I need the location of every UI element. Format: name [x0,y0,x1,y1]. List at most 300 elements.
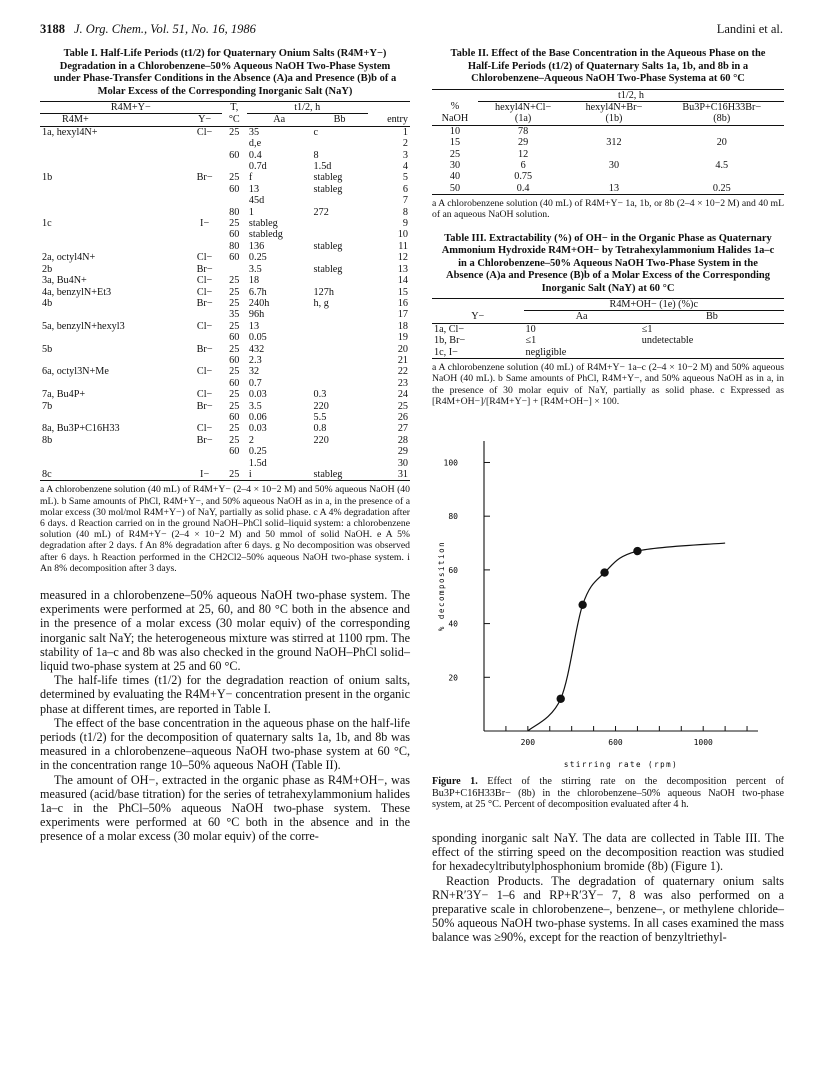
table-cell-anion [188,161,222,172]
table-cell-anion: Cl− [196,389,213,401]
table-cell-entry: 16 [397,297,408,309]
table3-header-group: R4M+OH− (1e) (%)c [524,299,784,311]
journal-citation: J. Org. Chem., Vol. 51, No. 16, 1986 [74,22,256,36]
table-cell-b: 220 [313,400,329,412]
table-row [432,149,784,160]
table-cell-anion [188,184,222,195]
table-row [40,207,410,218]
table-cell-a: 0.06 [248,411,267,423]
figure1-caption [432,776,784,811]
table-cell-temp: 60 [229,446,240,458]
table-cell-temp: 25 [229,400,240,412]
table-row [40,321,410,332]
table-cell-naoh: 15 [449,137,461,149]
table-cell-a: 3.5 [248,400,262,412]
table-cell-a: 96h [248,309,265,321]
table2-header-col2b: (1b) [605,113,623,125]
table-cell-salt [40,241,188,252]
table-cell-temp: 25 [229,275,240,287]
table-cell-temp [222,138,247,149]
table-cell-salt [40,412,188,423]
table-row [40,332,410,343]
table-cell-b: ≤1 [641,323,653,335]
table-cell-entry: 1 [402,126,408,138]
table-cell-anion [188,412,222,423]
table-cell-salt: 4b [42,297,53,309]
table-cell-anion: Br− [196,263,213,275]
table-cell-salt [40,207,188,218]
table-cell-a: 136 [248,240,265,252]
table-cell-anion: Br− [196,343,213,355]
table-cell-a: 3.5 [248,263,262,275]
table-cell-anion: Br− [196,400,213,412]
table-cell-temp: 60 [229,149,240,161]
table-cell-a: 13 [248,320,260,332]
table-cell-8b: 20 [716,137,727,149]
table-cell-b: 127h [313,286,334,298]
table3-footnote: a A chlorobenzene solution (40 mL) of R4M+Y− 1a–c (2–4 × 10−2 M) and 50% aqueous NaOH (40 mL). b Same amounts of PhCl, R4M+Y−, and 50% aqueous NaOH as in a, in the presence of 30 molar equiv of NaY, partially as solid phase. c Expressed as [R4M+OH−]/[R4M+Y−] + [R4M+OH−] × 100. [432,362,784,407]
running-authors: Landini et al. [716,22,783,36]
table-cell-entry: 28 [397,434,408,446]
table-cell-a: 0.4 [248,149,262,161]
y-tick-label: 40 [448,619,458,629]
table-cell-b: stableg [313,240,343,252]
table-row [40,252,410,263]
table-row [40,138,410,149]
table-cell-entry: 4 [402,161,408,173]
body-paragraph: The amount of OH−, extracted in the organic phase as R4M+OH−, was measured (acid/base titration) for the series of tetrahexylammonium halides 1a–c in the PhCl–50% aqueous NaOH two-phase system. These experiments were performed at 60 °C both in the absence and in the presence of a molar excess (30 molar equiv) of the corre- [40,772,410,844]
table-cell-naoh: 10 [449,125,461,137]
y-tick-label: 20 [448,673,458,683]
table-cell-salt: 7b [42,400,53,412]
table-cell-entry: 18 [397,320,408,332]
table-cell-salt: 1a, hexyl4N+ [42,126,98,138]
table-cell-a: 0.03 [248,389,267,401]
table-cell-salt: 8b [42,434,53,446]
table-cell-entry: 21 [397,354,408,366]
table3-header-Y: Y− [471,310,485,322]
table-cell-anion [188,138,222,149]
table-cell-temp: 25 [229,218,240,230]
table-cell-anion [188,446,222,457]
table-cell-temp: 25 [229,297,240,309]
table-cell-naoh: 40 [449,171,461,183]
table-cell-b: 8 [313,149,319,161]
table-cell-temp: 25 [229,389,240,401]
table2 [432,89,784,196]
table-cell-anion [188,195,222,206]
table2-header-naoh: NaOH [441,113,469,125]
table-cell-salt [40,355,188,366]
table1-caption: Table I. Half-Life Periods (t1/2) for Quaternary Onium Salts (R4M+Y−) Degradation in a Chlorobenzene–50% Aqueous NaOH Two-Phase System under Phase-Transfer Conditions in the Absence (A)a and Presence (B)b of a Molar Excess of the Corresponding Inorganic Salt (NaY) [53,48,397,97]
table-cell-b: stableg [313,183,343,195]
table-row [432,347,784,359]
table-cell-naoh: 50 [449,182,461,194]
table-row [40,389,410,400]
table-cell-a: d,e [248,138,262,150]
series-curve [528,543,725,731]
table-row [40,412,410,423]
table-cell-temp [222,458,247,469]
table-cell-a: 2 [248,434,255,446]
table-cell-temp: 60 [229,252,240,264]
table-cell-salt: 1c [42,218,52,230]
table-cell-entry: 8 [402,206,408,218]
figure1-label: Figure 1. [432,775,478,787]
table-cell-salt [40,195,188,206]
y-tick-label: 60 [448,565,458,575]
table-cell-1a: 6 [520,159,526,171]
table-row [40,184,410,195]
data-point [633,547,641,555]
table-cell-a: 432 [248,343,265,355]
table2-header-col1b: (1a) [514,113,532,125]
table-cell-a: 35 [248,126,260,138]
table-cell-a: 0.05 [248,332,267,344]
table-row [40,172,410,183]
table-cell-anion [188,458,222,469]
table-cell-b [312,309,368,320]
table-cell-a: negligible [525,346,567,358]
data-point [600,568,608,576]
table1-header-group: R4M+Y− [40,102,222,114]
table-cell-b [312,332,368,343]
table-row [40,241,410,252]
table-cell-1a: 0.75 [514,171,533,183]
table-cell-a: 0.7d [248,161,267,173]
table-cell-anion: Cl− [196,366,213,378]
table-cell-1b [568,149,659,160]
table-cell-y: 1a, Cl− [434,323,465,335]
table-cell-entry: 5 [402,172,408,184]
table-cell-salt [40,229,188,240]
table-cell-anion: Br− [196,434,213,446]
table2-header-col3: Bu3P+C16H33Br− [682,101,762,113]
table-cell-entry: 19 [397,332,408,344]
table-cell-salt: 3a, Bu4N+ [42,275,87,287]
table-cell-entry: 6 [402,183,408,195]
table-cell-anion [188,378,222,389]
table-cell-entry: 31 [397,469,408,480]
table-cell-anion: I− [200,469,210,480]
table-cell-salt: 2a, octyl4N+ [42,252,96,264]
table-cell-a: 0.25 [248,252,267,264]
table-cell-temp: 60 [229,411,240,423]
table-row [40,195,410,206]
table-cell-temp [222,161,247,172]
table-cell-temp: 25 [229,423,240,435]
x-tick-label: 1000 [693,737,713,747]
table-cell-temp: 60 [229,229,240,241]
table-row [432,160,784,171]
table-cell-temp: 25 [229,366,240,378]
table-cell-anion: Cl− [196,126,213,138]
right-body-text [432,831,784,945]
table-row [40,126,410,138]
table-cell-salt [40,184,188,195]
table-cell-anion: I− [200,218,210,230]
table-cell-b: 0.8 [313,423,327,435]
table-cell-b: 1.5d [313,161,332,173]
table-cell-a: 6.7h [248,286,267,298]
table1-header-B: Bb [333,114,346,126]
table-cell-entry: 20 [397,343,408,355]
table-cell-entry: 12 [397,252,408,264]
table-cell-temp: 25 [229,469,240,480]
table-row [40,275,410,286]
table-cell-salt: 4a, benzylN+Et3 [42,286,112,298]
table-cell-anion: Cl− [196,320,213,332]
table1-header-T: T, [230,102,239,113]
body-paragraph: The half-life times (t1/2) for the degradation reaction of onium salts, determined by evaluating the R4M+Y− concentration present in the organic phase at different times, are reported in Table I. [40,673,410,716]
table-cell-a: 13 [248,183,260,195]
table-cell-8b [660,171,784,182]
table3-header-A: Aa [575,311,588,323]
table-cell-a: 0.03 [248,423,267,435]
table-row [40,161,410,172]
table-cell-salt: 5b [42,343,53,355]
table-cell-a: f [248,172,253,184]
y-tick-label: 100 [443,458,458,468]
table-row [40,435,410,446]
table-cell-salt [40,161,188,172]
table2-caption: Table II. Effect of the Base Concentration in the Aqueous Phase on the Half-Life Periods (t1/2) of Quaternary Salts 1a, 1b, and 8b in a Chlorobenzene–Aqueous NaOH Two-Phase Systema at 60 °C [450,48,766,84]
data-point [557,694,565,702]
table-row [40,264,410,275]
table-cell-entry: 27 [397,423,408,435]
table-cell-b [312,366,368,377]
table-row [432,137,784,148]
table-cell-b: undetectable [641,335,694,347]
table1-footnote: a A chlorobenzene solution (40 mL) of R4M+Y− (2–4 × 10−2 M) and 50% aqueous NaOH (40 mL). b Same amounts of PhCl, R4M+Y−, and 50% aqueous NaOH as in a, in the presence of a molar excess (30 mol/mol R4M+Y−) of NaY, partially as solid phase. c A 4% degradation after 6 days. d Reaction carried on in the ground NaOH–PhCl solid–liquid system: a chlorobenzene solution (40 mL) of R4M+Y− (2–4 × 10−2 M) and 50 mmol of solid NaOH. e A 5% degradation after 2 days. f An 8% degradation after 6 days. g No decomposition was observed after 6 days. h Reaction performed in the CH2Cl2–50% aqueous NaOH two-phase system. i An 8% decomposition after 3 days. [40,484,410,574]
table-cell-temp: 80 [229,240,240,252]
data-point [578,601,586,609]
table-cell-a: 1.5d [248,457,267,469]
table-cell-8b [660,125,784,137]
x-tick-label: 600 [608,737,623,747]
table-cell-anion [188,241,222,252]
table-cell-1a: 29 [518,137,529,149]
table-cell-salt: 5a, benzylN+hexyl3 [42,320,125,332]
table3-header-B: Bb [705,311,718,323]
y-axis-label: % decomposition [437,540,446,632]
table-cell-entry: 9 [402,218,408,230]
table1-header-Y: Y− [198,114,212,126]
table-cell-anion [188,207,222,218]
table-row [432,183,784,195]
table-row [40,446,410,457]
table-cell-entry: 23 [397,377,408,389]
table-cell-temp: 25 [229,126,240,138]
table2-header-col1: hexyl4N+Cl− [495,101,552,113]
table-cell-a: 10 [525,323,536,335]
table-cell-anion: Cl− [196,423,213,435]
table3 [432,298,784,359]
table-cell-anion [188,332,222,343]
table-cell-entry: 30 [397,457,408,469]
table-cell-salt [40,458,188,469]
table-cell-b: stableg [313,263,343,275]
figure-1 [432,421,784,776]
table-cell-temp: 60 [229,183,240,195]
table-cell-b [312,344,368,355]
table-cell-1b: 30 [608,159,620,171]
table-cell-temp: 60 [229,354,240,366]
table-cell-b [312,446,368,457]
table1-header-t12: t1/2, h [247,102,368,114]
table-row [40,458,410,469]
table2-header-col3b: (8b) [713,113,731,125]
page-number: 3188 [40,22,65,36]
table1-header-entry: entry [387,113,408,125]
table-row [40,469,410,481]
figure1-caption-text: Effect of the stirring rate on the decomposition percent of Bu3P+C16H33Br− (8b) in the chlorobenzene–50% aqueous NaOH two-phase system, at 25 °C. Percent of decomposition evaluated after 4 h. [432,775,784,811]
table-cell-entry: 15 [397,286,408,298]
table-cell-entry: 7 [402,195,408,207]
table-cell-anion: Cl− [196,275,213,287]
table-cell-naoh: 30 [449,159,461,171]
table-cell-temp: 25 [229,434,240,446]
table-cell-temp: 80 [229,206,240,218]
y-tick-label: 80 [448,512,458,522]
table1 [40,101,410,481]
table-cell-b [312,355,368,366]
table-cell-b [312,218,368,229]
table-row [40,309,410,320]
table-cell-b: 220 [313,434,329,446]
table-cell-1b: 312 [606,137,622,149]
table-cell-b [312,138,368,149]
table-cell-a: i [248,469,252,480]
table-cell-anion [188,150,222,161]
table-cell-1b [568,125,659,137]
table-cell-a: 240h [248,297,270,309]
table-cell-anion [188,229,222,240]
running-header [40,22,783,42]
table-row [40,298,410,309]
table-cell-temp [222,264,247,275]
table-cell-a: 0.7 [248,377,262,389]
table-cell-temp: 60 [229,377,240,389]
table-row [432,323,784,335]
table-cell-a: stableg [248,218,278,230]
table-cell-b: c [313,126,319,138]
table-cell-entry: 13 [397,263,408,275]
table-cell-temp: 25 [229,343,240,355]
table2-footnote: a A chlorobenzene solution (40 mL) of R4M+Y− 1a, 1b, or 8b (2–4 × 10−2 M) and 40 mL of an aqueous NaOH solution. [432,198,784,221]
table-cell-1b [568,171,659,182]
table-cell-a: 45d [248,195,265,207]
table1-header-R4M: R4M+ [62,114,89,126]
table-cell-8b [660,149,784,160]
table-cell-anion: Br− [196,297,213,309]
table-cell-1b: 13 [608,182,620,194]
x-tick-label: 200 [520,737,536,747]
table-cell-b [312,321,368,332]
table-cell-salt: 1b [42,172,53,184]
table-cell-b: stableg [313,172,343,184]
table-cell-entry: 25 [397,400,408,412]
table-cell-temp: 25 [229,320,240,332]
table-cell-1a: 78 [518,125,529,137]
table-cell-entry: 14 [397,275,408,287]
table-cell-salt: 6a, octyl3N+Me [42,366,109,378]
table-cell-temp: 25 [229,286,240,298]
table-cell-temp [222,195,247,206]
table-cell-salt: 8a, Bu3P+C16H33 [42,423,120,435]
table-row [40,355,410,366]
table-row [40,423,410,434]
table-cell-a: 2.3 [248,354,262,366]
table-cell-anion [188,309,222,320]
table-row [40,366,410,377]
table-row [40,401,410,412]
table-cell-entry: 29 [397,446,408,458]
table-cell-1a: 12 [518,148,529,160]
table-cell-anion [188,355,222,366]
table-row [40,150,410,161]
table-cell-entry: 2 [402,138,408,150]
table-cell-entry: 10 [397,229,408,241]
table-cell-b: h, g [313,297,329,309]
body-paragraph: sponding inorganic salt NaY. The data are collected in Table III. The effect of the stirring speed on the decomposition reaction was studied for hexadecyltributylphosphonium bromide (8b) (Figure 1). [432,831,784,874]
left-body-text [40,588,410,844]
table-cell-b [640,347,784,359]
stirring-rate-chart [432,421,784,776]
table-cell-salt [40,150,188,161]
table-cell-b: 0.3 [313,389,327,401]
table-cell-anion: Cl− [196,252,213,264]
table-cell-b [312,252,368,263]
table3-caption: Table III. Extractability (%) of OH− in the Organic Phase as Quaternary Ammonium Hydroxide R4M+OH− by Tetrahexylammonium Halides 1a–c in a Chlorobenzene–50% Aqueous NaOH Two-Phase System in the Absence (A)a and Presence (B)b of a Molar Excess of the Corresponding Inorganic Salt (NaY) at 60 °C [441,232,775,294]
table-cell-b [312,229,368,240]
left-column [40,48,410,844]
table-cell-b [312,458,368,469]
right-column [432,48,784,945]
table-cell-salt: 8c [42,469,52,480]
table-cell-y: 1b, Br− [434,335,466,347]
table-cell-entry: 11 [398,240,408,252]
table-cell-y: 1c, I− [434,346,458,358]
table-cell-b [312,195,368,206]
table-cell-a: 18 [248,275,260,287]
body-paragraph: The effect of the base concentration in the aqueous phase on the half-life periods (t1/2) for the decomposition of quaternary salts 1a, 1b, and 8b was measured in a chlorobenzene–aqueous NaOH two-phase system at 60 °C, in the concentration range 10–50% aqueous NaOH (Table II). [40,715,410,773]
table-row [40,229,410,240]
table1-header-C: °C [228,113,240,125]
table-cell-entry: 22 [397,366,408,378]
table-cell-8b: 0.25 [712,182,731,194]
table2-header-t12: t1/2, h [478,89,784,101]
table-cell-temp: 60 [229,332,240,344]
table1-header-A: Aa [273,114,286,126]
table-row [432,171,784,182]
table2-header-pct: % [450,101,460,113]
table-cell-entry: 17 [397,309,408,321]
table-cell-entry: 3 [402,149,408,161]
table-cell-a: stabledg [248,229,283,241]
body-paragraph: Reaction Products. The degradation of quaternary onium salts RN+R′3Y− 1–6 and RP+R′3Y− 7, 8 was also performed on a preparative scale in chlorobenzene–, benzene–, or methylene chloride–50% aqueous NaOH two-phase systems. In all cases examined the mass balance was ≥90%, except for the reaction of benzyltriethyl- [432,873,784,945]
x-axis-label: stirring rate (rpm) [563,759,679,769]
table-cell-anion: Cl− [196,286,213,298]
table-cell-b [312,275,368,286]
table-cell-a: 32 [248,366,260,378]
table-cell-salt [40,309,188,320]
table-cell-a: 1 [248,206,255,218]
table-cell-b: stableg [313,469,343,480]
table-cell-b: 272 [313,206,329,218]
table-row [40,218,410,229]
table2-header-col2: hexyl4N+Br− [585,101,643,113]
